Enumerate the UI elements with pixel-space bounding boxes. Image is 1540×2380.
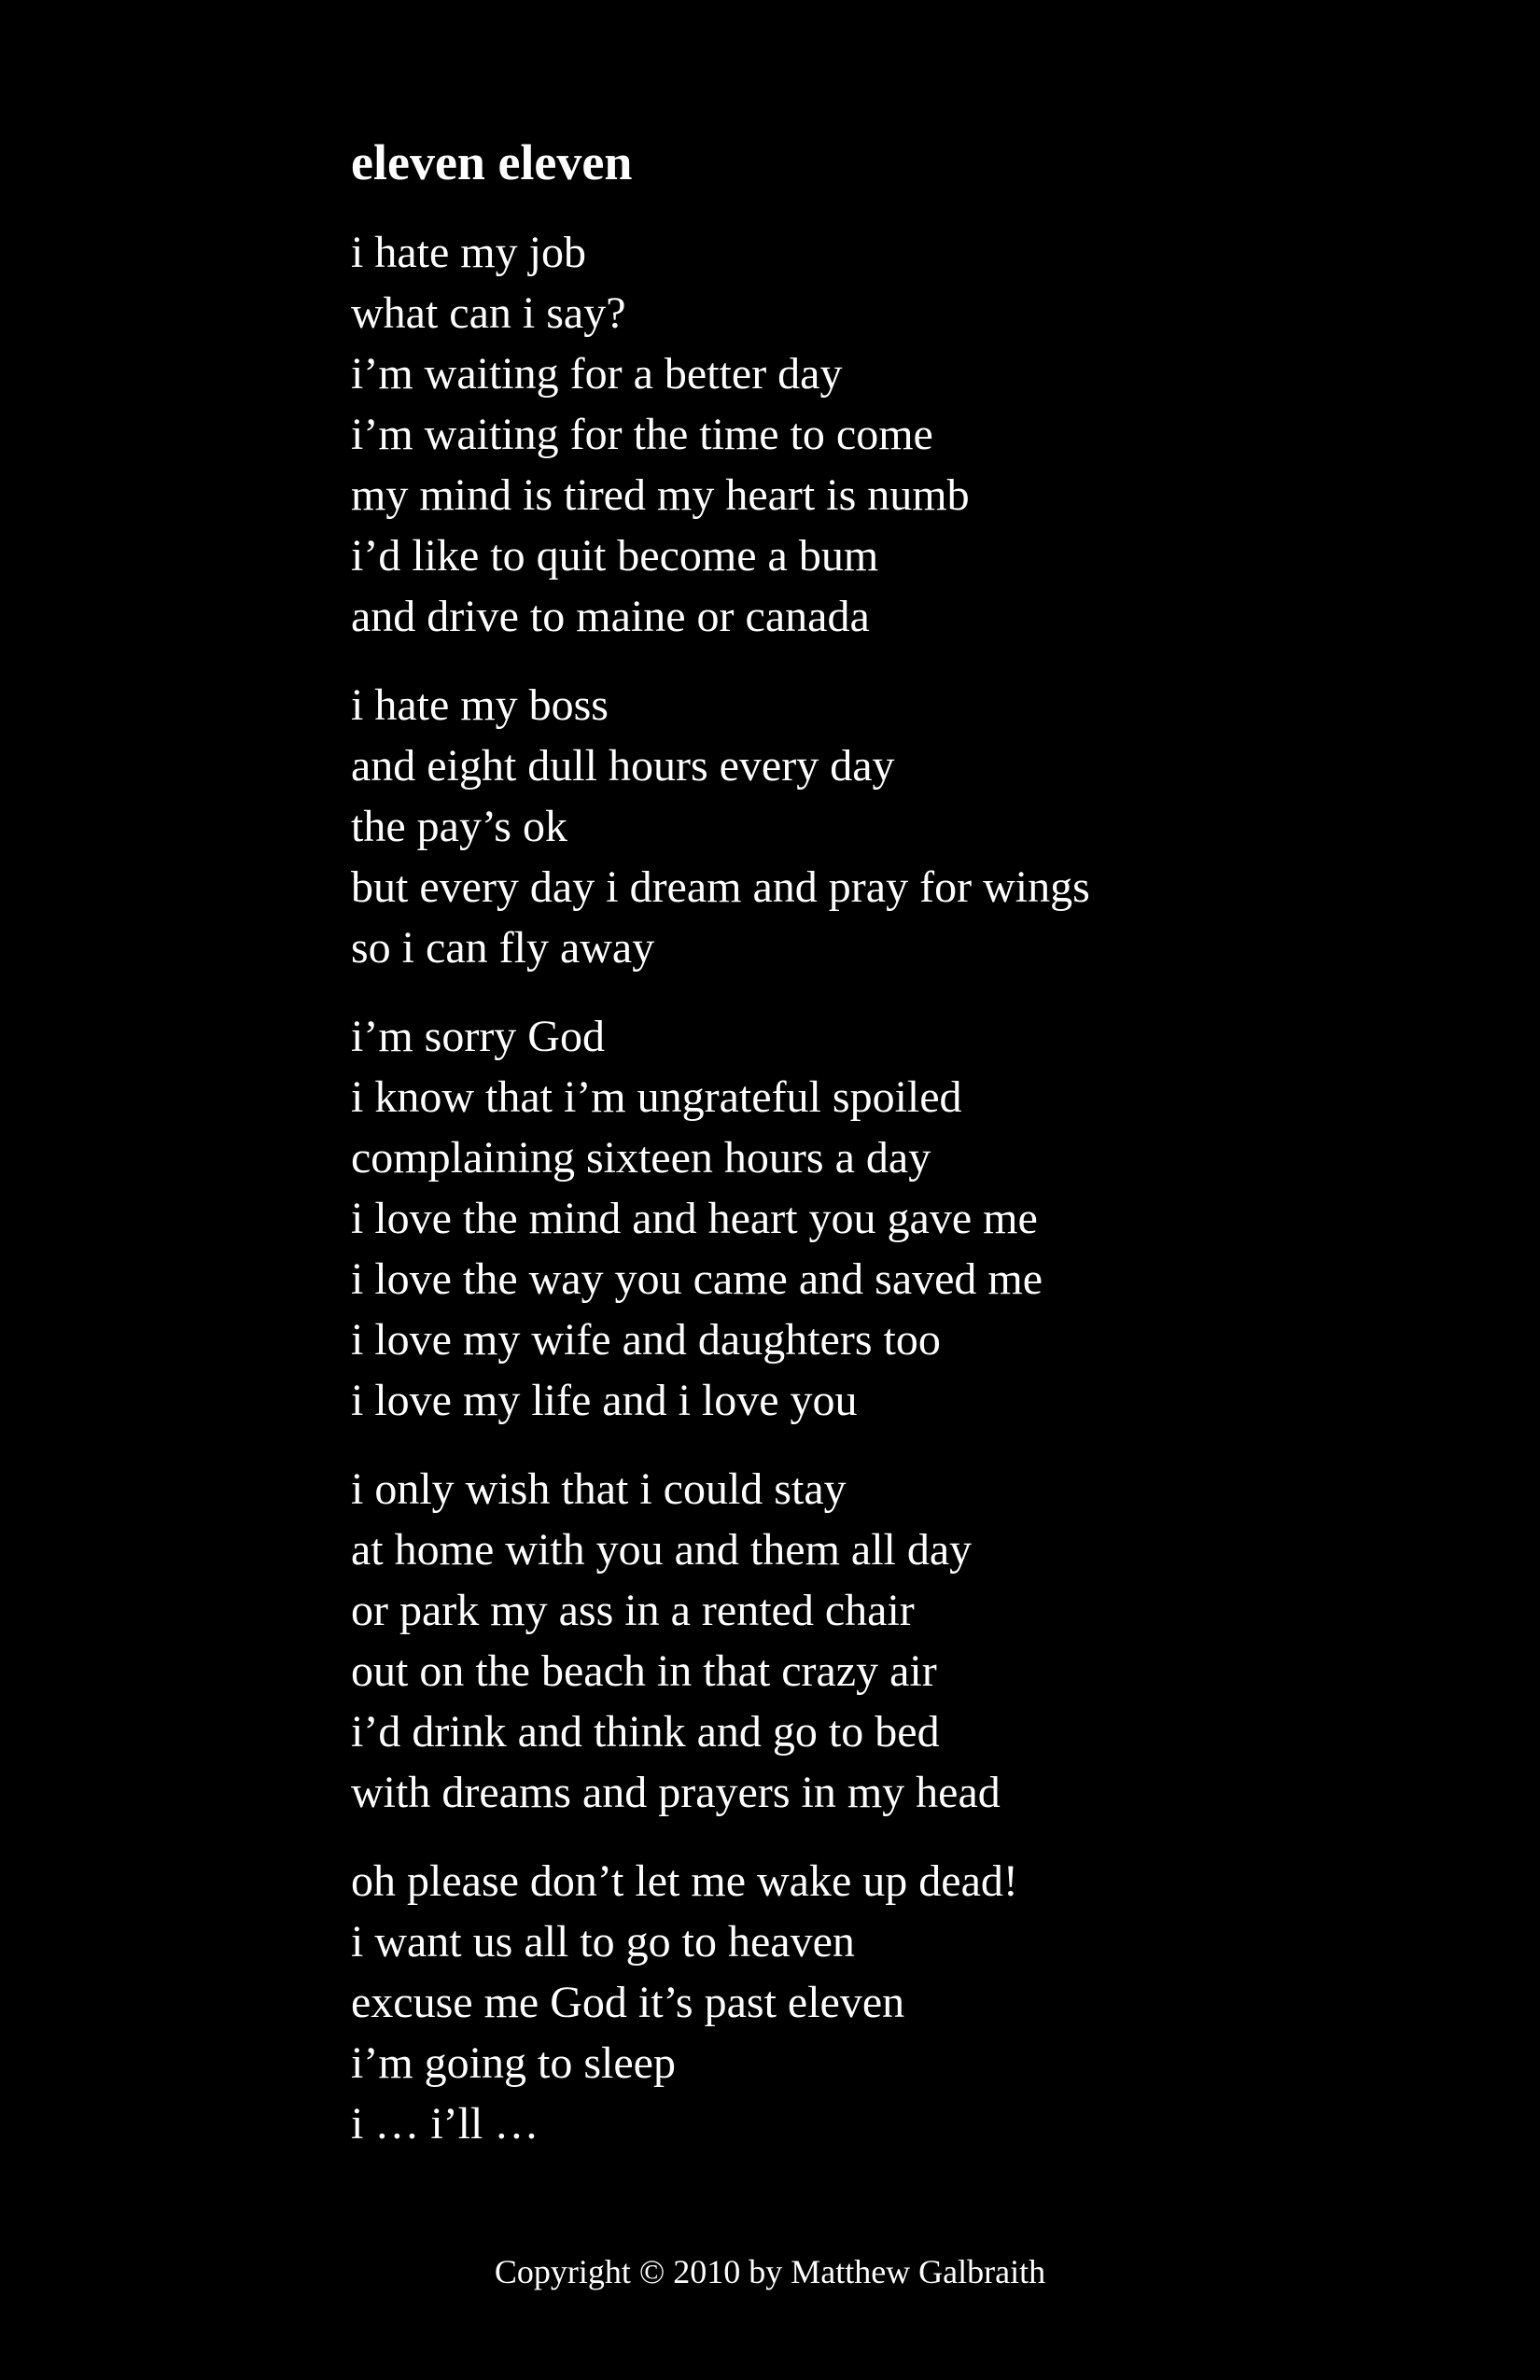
poem-title: eleven eleven (351, 134, 633, 190)
poem-line: out on the beach in that crazy air (351, 1646, 937, 1696)
poem-line: i love the way you came and saved me (351, 1254, 1043, 1304)
poem-line: i love my life and i love you (351, 1376, 858, 1425)
poem-line: i’m waiting for a better day (351, 349, 843, 399)
stanza-2 (351, 675, 1471, 978)
poem-line: i’m sorry God (351, 1012, 605, 1061)
copyright-notice (0, 2249, 1540, 2294)
poem-line: i hate my job (351, 228, 586, 277)
poem-line: oh please don’t let me wake up dead! (351, 1856, 1018, 1906)
poem-line: and drive to maine or canada (351, 592, 870, 641)
poem-line: i want us all to go to heaven (351, 1917, 855, 1967)
stanza-4 (351, 1459, 1471, 1823)
poem-line: my mind is tired my heart is numb (351, 470, 970, 520)
poem-line: the pay’s ok (351, 802, 567, 851)
stanza-3 (351, 1006, 1471, 1431)
poem-line: i know that i’m ungrateful spoiled (351, 1072, 962, 1122)
stanza-5 (351, 1851, 1471, 2154)
poem-line: excuse me God it’s past eleven (351, 1978, 905, 2027)
copyright-text: Copyright © 2010 by Matthew Galbraith (494, 2253, 1046, 2290)
poem-line: i only wish that i could stay (351, 1464, 847, 1514)
poem-line: i’m waiting for the time to come (351, 410, 933, 459)
poem-line: i … i’ll … (351, 2099, 539, 2149)
poem-line: complaining sixteen hours a day (351, 1133, 931, 1183)
poem-line: what can i say? (351, 288, 626, 338)
poem-line: i love the mind and heart you gave me (351, 1194, 1038, 1243)
poem-line: i hate my boss (351, 680, 609, 730)
poem-line: so i can fly away (351, 923, 655, 973)
poem-line: i’d drink and think and go to bed (351, 1707, 940, 1757)
poem-line: i love my wife and daughters too (351, 1315, 941, 1365)
poem-body (351, 222, 1471, 2182)
poem-line: and eight dull hours every day (351, 741, 895, 791)
poem-line: but every day i dream and pray for wings (351, 862, 1090, 912)
poem-line: i’d like to quit become a bum (351, 531, 879, 581)
poem-line: i’m going to sleep (351, 2038, 676, 2088)
poem-line: with dreams and prayers in my head (351, 1768, 1001, 1817)
stanza-1 (351, 222, 1471, 647)
poem-line: or park my ass in a rented chair (351, 1586, 915, 1635)
poem-line: at home with you and them all day (351, 1525, 973, 1575)
